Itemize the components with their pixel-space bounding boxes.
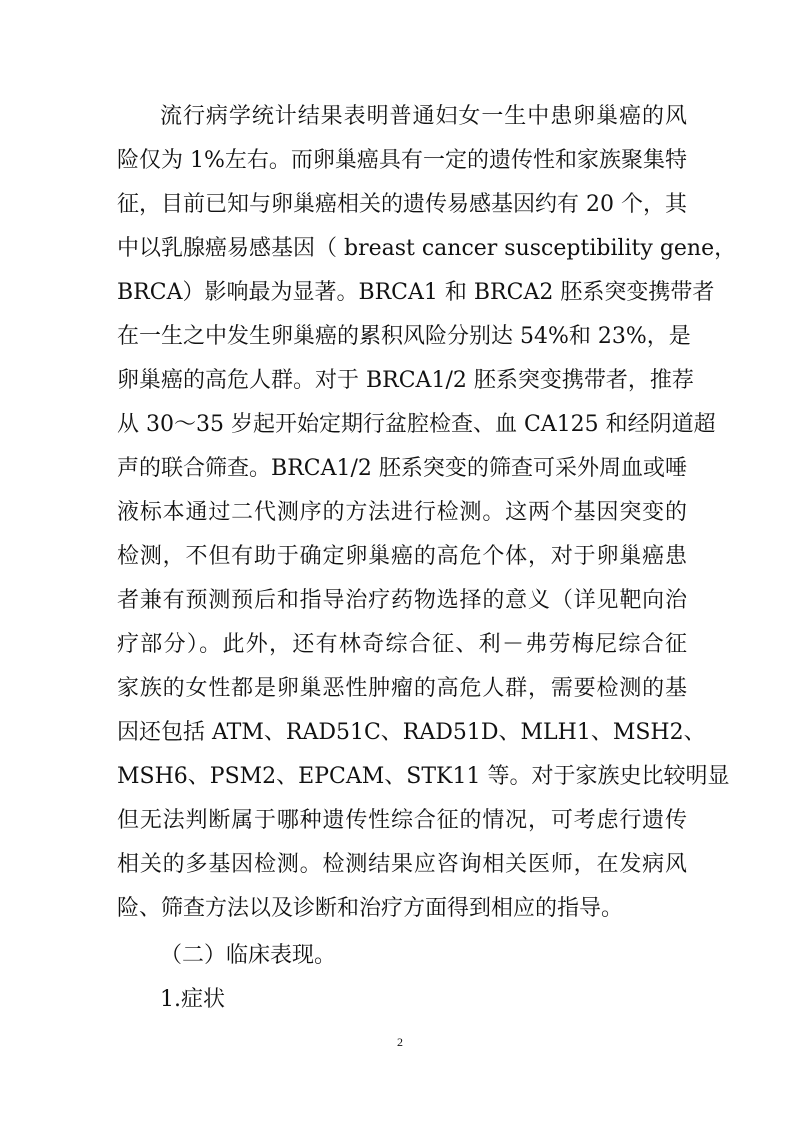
paragraph-line-2: 险仅为 1%左右。而卵巢癌具有一定的遗传性和家族聚集特 bbox=[117, 148, 687, 173]
paragraph-line-1: 流行病学统计结果表明普通妇女一生中患卵巢癌的风 bbox=[160, 104, 687, 129]
paragraph-line-19: 险、筛查方法以及诊断和治疗方面得到相应的指导。 bbox=[117, 896, 624, 921]
paragraph-line-6: 在一生之中发生卵巢癌的累积风险分别达 54%和 23%，是 bbox=[117, 324, 691, 349]
paragraph-line-9: 声的联合筛查。BRCA1/2 胚系突变的筛查可采外周血或唾 bbox=[117, 456, 687, 481]
paragraph-line-14: 家族的女性都是卵巢恶性肿瘤的高危人群，需要检测的基 bbox=[117, 676, 687, 701]
paragraph-line-17: 但无法判断属于哪种遗传性综合征的情况，可考虑行遗传 bbox=[117, 808, 687, 833]
paragraph-line-10: 液标本通过二代测序的方法进行检测。这两个基因突变的 bbox=[117, 500, 687, 525]
paragraph-line-8: 从 30～35 岁起开始定期行盆腔检查、血 CA125 和经阴道超 bbox=[117, 412, 716, 437]
paragraph-line-15: 因还包括 ATM、RAD51C、RAD51D、MLH1、MSH2、 bbox=[117, 720, 706, 745]
subheading: 1.症状 bbox=[160, 987, 225, 1012]
paragraph-line-7: 卵巢癌的高危人群。对于 BRCA1/2 胚系突变携带者，推荐 bbox=[117, 368, 694, 393]
paragraph-line-3: 征，目前已知与卵巢癌相关的遗传易感基因约有 20 个，其 bbox=[117, 192, 687, 217]
paragraph-line-11: 检测，不但有助于确定卵巢癌的高危个体，对于卵巢癌患 bbox=[117, 544, 687, 569]
paragraph-line-13: 疗部分）。此外，还有林奇综合征、利－弗劳梅尼综合征 bbox=[117, 632, 687, 657]
paragraph-line-5: BRCA）影响最为显著。BRCA1 和 BRCA2 胚系突变携带者 bbox=[117, 280, 715, 305]
paragraph-line-16: MSH6、PSM2、EPCAM、STK11 等。对于家族史比较明显 bbox=[117, 764, 730, 789]
paragraph-line-18: 相关的多基因检测。检测结果应咨询相关医师，在发病风 bbox=[117, 852, 687, 877]
section-heading: （二）临床表现。 bbox=[160, 943, 337, 968]
paragraph-line-4: 中以乳腺癌易感基因（ breast cancer susceptibility gene， bbox=[117, 236, 737, 261]
page-number: 2 bbox=[397, 1035, 403, 1049]
paragraph-line-12: 者兼有预测预后和指导治疗药物选择的意义（详见靶向治 bbox=[117, 588, 687, 613]
